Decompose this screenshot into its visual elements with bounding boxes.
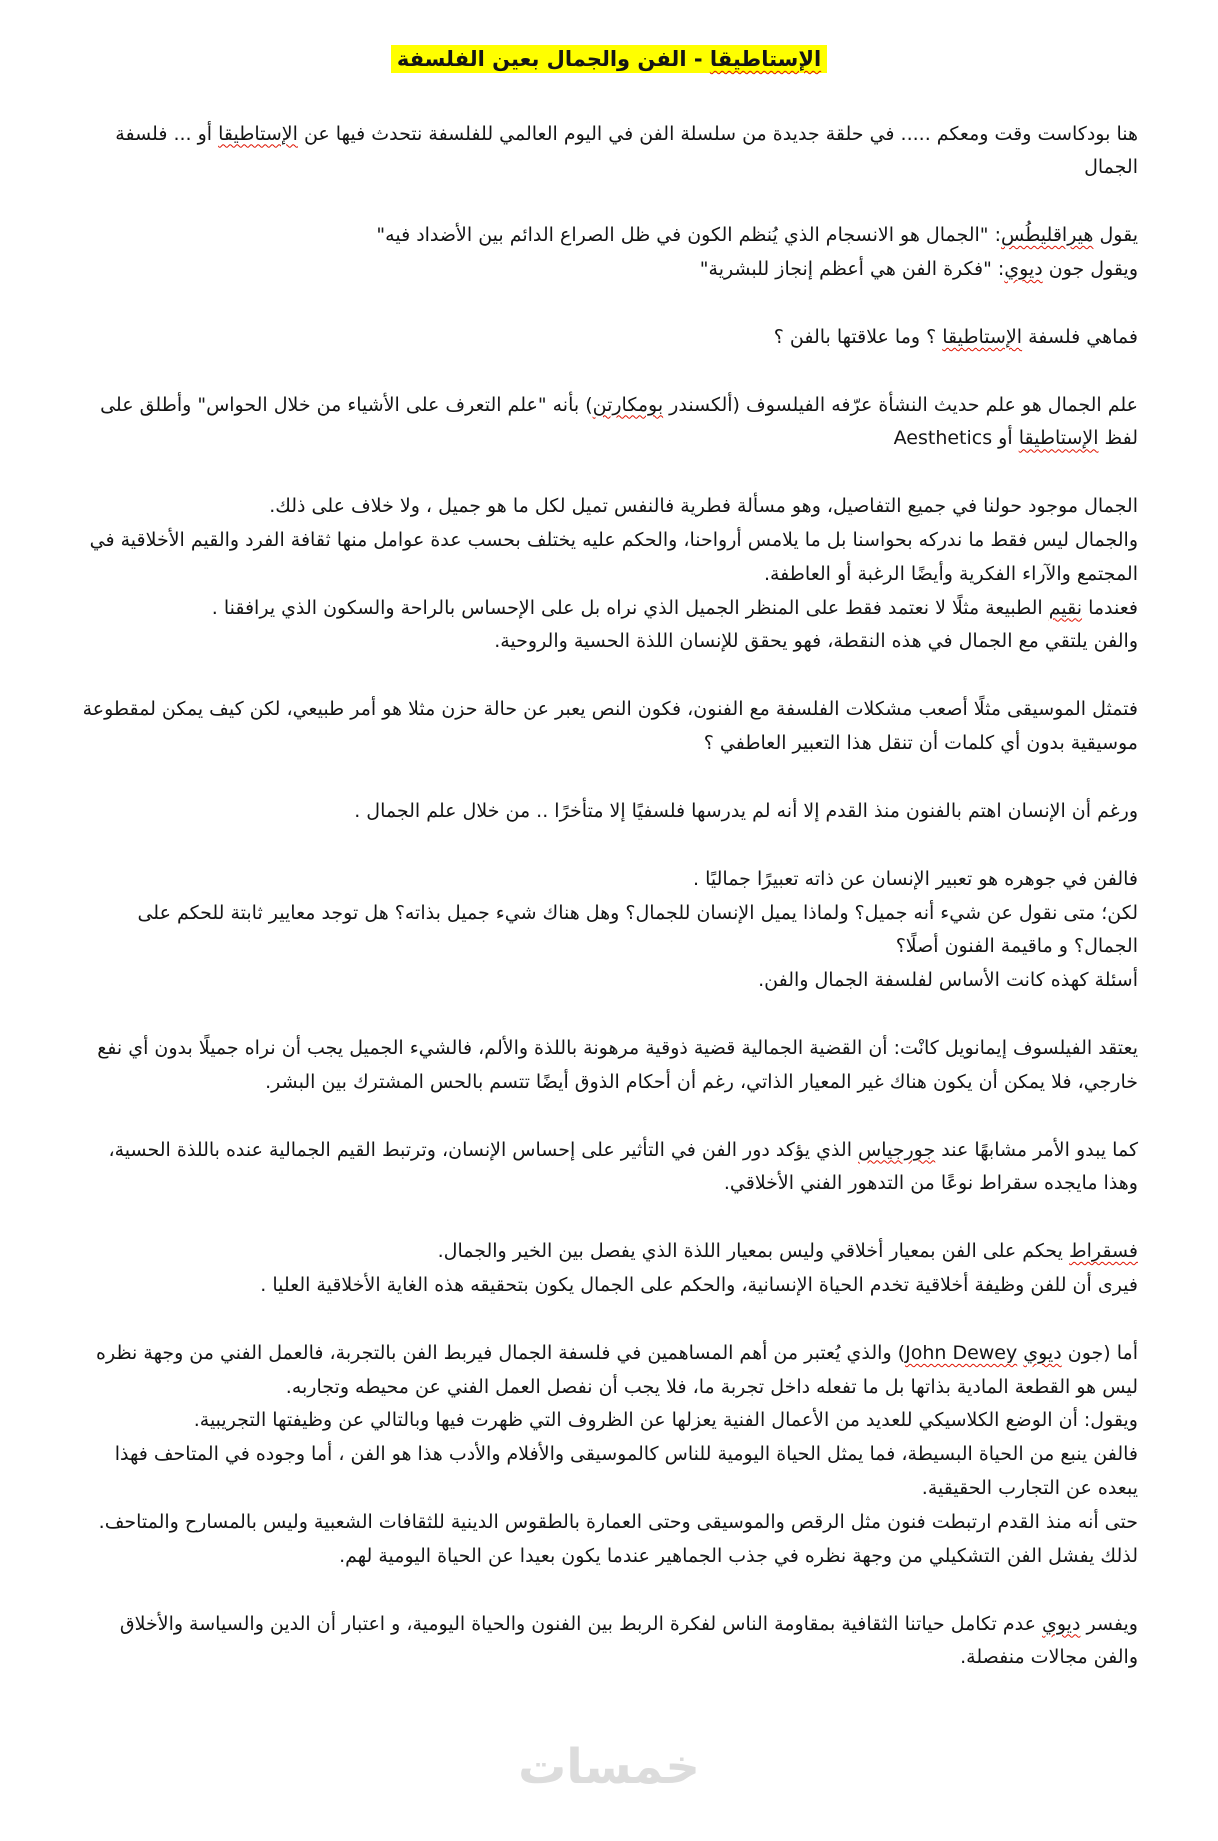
text-line: فالفن في جوهره هو تعبير الإنسان عن ذاته تعبيرًا جماليًا . [693,867,1138,890]
misspelled-word: ديوي [1004,257,1043,280]
text-line: فسقراط يحكم على الفن بمعيار أخلاقي وليس بمعيار اللذة الذي يفصل بين الخير والجمال. [437,1240,1138,1263]
paragraph [80,863,1138,998]
title-highlight: الإستاطيقا - الفن والجمال بعين الفلسفة [391,45,827,73]
paragraph [80,1608,1138,1676]
paragraph [80,389,1138,457]
text-line: علم الجمال هو علم حديث النشأة عرّفه الفيلسوف (ألكسندر بومكارتن) بأنه "علم التعرف على الأشياء من خلال الحواس" وأطلق على لفظ الإستاطيقا أو Aesthetics [100,393,1138,450]
text-line: أما (جون ديوي John Dewey) والذي يُعتبر من أهم المساهمين في فلسفة الجمال فيربط الفن بالتجربة، فالعمل الفني من وجهة نظره ليس هو القطعة المادية بذاتها بل ما تفعله داخل تجربة ما، فلا يجب أن نفصل العمل الفني عن محيطه وتجاربه. [96,1341,1138,1398]
text-line: فعندما نقيم الطبيعة مثلًا لا نعتمد فقط على المنظر الجميل الذي نراه بل على الإحساس بالراحة والسكون الذي يرافقنا . [211,596,1138,619]
paragraph [80,1235,1138,1303]
text-line: أسئلة كهذه كانت الأساس لفلسفة الجمال والفن. [758,969,1138,992]
misspelled-word: الإستاطيقا [709,47,822,71]
paragraph [80,795,1138,829]
document-body [80,118,1138,1710]
text-line: فيرى أن للفن وظيفة أخلاقية تخدم الحياة الإنسانية، والحكم على الجمال يكون بتحقيقه هذه الغاية الأخلاقية العليا . [260,1274,1138,1296]
text-line: ويفسر ديوي عدم تكامل حياتنا الثقافية بمقاومة الناس لفكرة الربط بين الفنون والحياة اليومية، و اعتبار أن الدين والسياسة والأخلاق والفن مجالات منفصلة. [119,1612,1138,1669]
misspelled-word: بومكارتن [592,393,664,416]
paragraph [80,1134,1138,1202]
text-line: ويقول جون ديوي: "فكرة الفن هي أعظم إنجاز للبشرية" [699,257,1138,280]
text-line: والجمال ليس فقط ما ندركه بحواسنا بل ما يلامس أرواحنا، والحكم عليه يختلف بحسب عدة عوامل منها ثقافة الفرد والقيم الأخلاقية في المجتمع والآراء الفكرية وأيضًا الرغبة أو العاطفة. [89,529,1138,585]
text-line: فماهي فلسفة الإستاطيقا ؟ وما علاقتها بالفن ؟ [773,325,1138,348]
misspelled-word: جورجياس [858,1138,936,1161]
text-line: لكن؛ متى نقول عن شيء أنه جميل؟ ولماذا يميل الإنسان للجمال؟ وهل هناك شيء جميل بذاته؟ هل توجد معايير ثابتة للحكم على الجمال؟ و ماقيمة الفنون أصلًا؟ [137,901,1138,958]
text-line: ورغم أن الإنسان اهتم بالفنون منذ القدم إلا أنه لم يدرسها فلسفيًا إلا متأخرًا .. من خلال علم الجمال . [354,799,1138,822]
misspelled-word: هيراقليطُس [1001,224,1094,247]
text-line: فتمثل الموسيقى مثلًا أصعب مشكلات الفلسفة مع الفنون، فكون النص يعبر عن حالة حزن مثلا هو أمر طبيعي، لكن كيف يمكن لمقطوعة موسيقية بدون أي كلمات أن تنقل هذا التعبير العاطفي ؟ [82,698,1138,755]
text-line: يقول هيراقليطُس: "الجمال هو الانسجام الذي يُنظم الكون في ظل الصراع الدائم بين الأضداد فيه" [376,224,1138,247]
watermark-logo: خمسات [518,1739,700,1796]
text-line: حتى أنه منذ القدم ارتبطت فنون مثل الرقص والموسيقى وحتى العمارة بالطقوس الدينية للثقافات الشعبية وليس بالمسارح والمتاحف. [98,1510,1138,1533]
misspelled-word: John Dewey [905,1341,1018,1364]
text-line: فالفن ينبع من الحياة البسيطة، فما يمثل الحياة اليومية للناس كالموسيقى والأفلام والأدب هذا هو الفن ، أما وجوده في المتاحف فهذا يبعده عن التجارب الحقيقية. [114,1443,1138,1500]
paragraph [80,321,1138,355]
text-line: كما يبدو الأمر مشابهًا عند جورجياس الذي يؤكد دور الفن في التأثير على إحساس الإنسان، وترتبط القيم الجمالية عنده باللذة الحسية، وهذا مايجده سقراط نوعًا من التدهور الفني الأخلاقي. [108,1138,1138,1195]
text-line: ويقول: أن الوضع الكلاسيكي للعديد من الأعمال الفنية يعزلها عن الظروف التي ظهرت فيها وبالتالي عن وظيفتها التجريبية. [193,1409,1138,1432]
misspelled-word: نقيم [1048,596,1083,619]
paragraph [80,490,1138,659]
misspelled-word: الإستاطيقا [942,325,1023,348]
paragraph [80,219,1138,287]
text-line: يعتقد الفيلسوف إيمانويل كانْت: أن القضية الجمالية قضية ذوقية مرهونة باللذة والألم، فالشيء الجميل يجب أن نراه جميلًا بدون أي نفع خارجي، فلا يمكن أن يكون هناك غير المعيار الذاتي، رغم أن أحكام الذوق أيضًا تتسم بالحس المشترك بين البشر. [97,1036,1138,1093]
misspelled-word: الإستاطيقا [218,122,298,145]
paragraph [80,1337,1138,1574]
misspelled-word: الإستاطيقا [1018,427,1099,450]
paragraph [80,693,1138,761]
paragraph [80,118,1138,186]
paragraph [80,1032,1138,1100]
misspelled-word: ديوي [1023,1341,1062,1364]
text-line: الجمال موجود حولنا في جميع التفاصيل، وهو مسألة فطرية فالنفس تميل لكل ما هو جميل ، ولا خلاف على ذلك. [269,495,1138,518]
text-line: والفن يلتقي مع الجمال في هذه النقطة، فهو يحقق للإنسان اللذة الحسية والروحية. [494,630,1138,653]
misspelled-word: ديوي [1042,1612,1081,1635]
misspelled-word: فسقراط [1069,1240,1138,1263]
text-line: لذلك يفشل الفن التشكيلي من وجهة نظره في جذب الجماهير عندما يكون بعيدا عن الحياة اليومية لهم. [339,1544,1138,1567]
document-title [80,44,1138,76]
text-line: هنا بودكاست وقت ومعكم ..... في حلقة جديدة من سلسلة الفن في اليوم العالمي للفلسفة نتحدث فيها عن الإستاطيقا أو ... فلسفة الجمال [115,122,1138,179]
